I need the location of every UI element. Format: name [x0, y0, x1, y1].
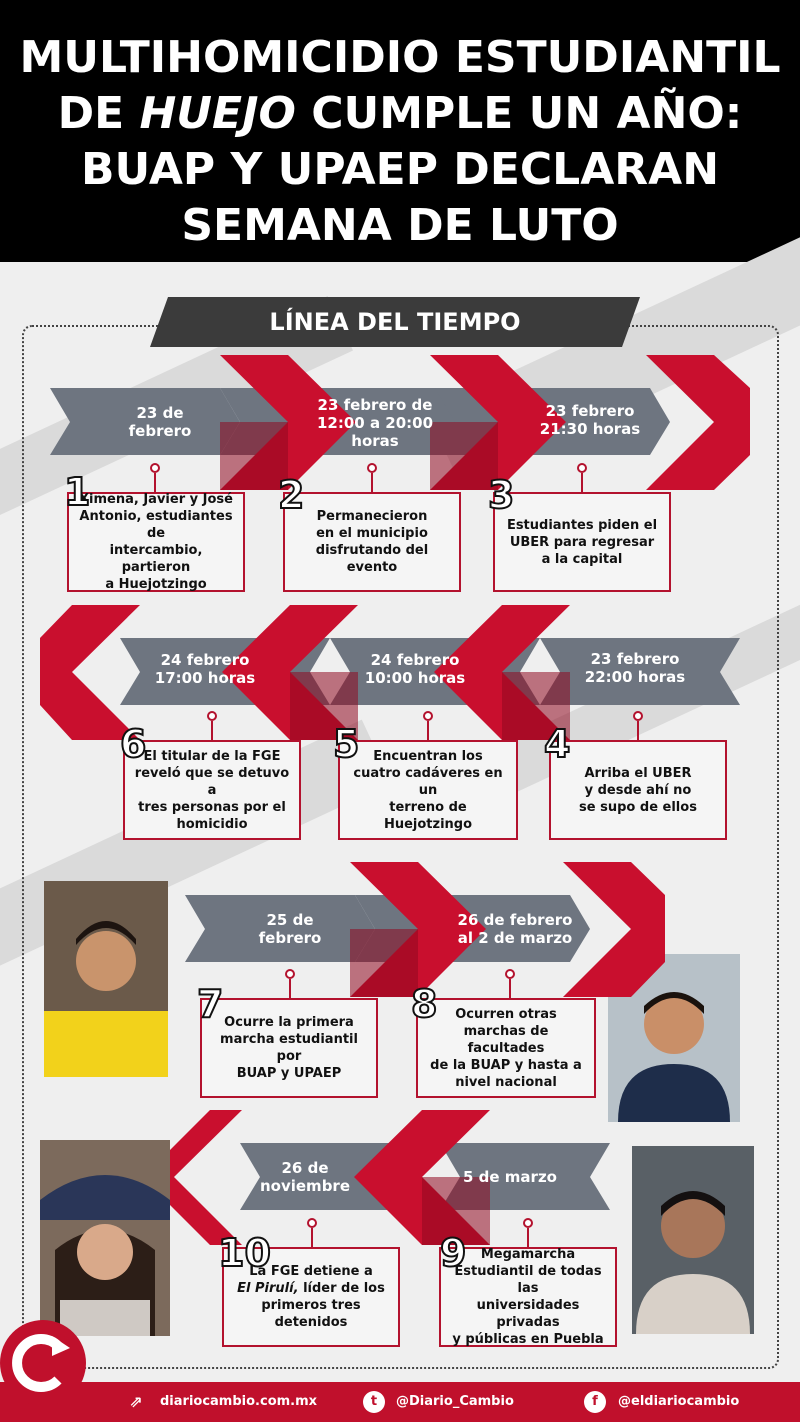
- event-6-card: El titular de la FGE reveló que se detuvo a tres personas por el homicidio: [123, 740, 301, 840]
- student-photo-1: [44, 881, 168, 1077]
- event-9-date: 5 de marzo: [463, 1168, 557, 1186]
- event-6-number: 6: [120, 722, 147, 766]
- event-3-card: Estudiantes piden el UBER para regresar a la capital: [493, 492, 671, 592]
- event-1-number: 1: [64, 470, 91, 514]
- event-2-date: 23 febrero de 12:00 a 20:00 horas: [316, 396, 434, 450]
- headline: MULTIHOMICIDIO ESTUDIANTIL DE HUEJO CUMPLE UN AÑO: BUAP Y UPAEP DECLARAN SEMANA DE LUTO: [19, 32, 781, 251]
- event-4-card: Arriba el UBER y desde ahí no se supo de ellos: [549, 740, 727, 840]
- event-5-number: 5: [333, 722, 360, 766]
- event-9-card: Megamarcha Estudiantil de todas las universidades privadas y públicas en Puebla: [439, 1247, 617, 1347]
- event-1-date: 23 de febrero: [128, 404, 192, 440]
- event-1-card: Ximena, Javier y José Antonio, estudiantes de intercambio, partieron a Huejotzingo: [67, 492, 245, 592]
- event-10-number: 10: [218, 1231, 271, 1275]
- event-9-number: 9: [440, 1231, 467, 1275]
- twitter-link[interactable]: @Diario_Cambio: [396, 1394, 514, 1409]
- event-4-date: 23 febrero 22:00 horas: [584, 650, 686, 686]
- event-8-number: 8: [411, 982, 438, 1026]
- event-7-date: 25 de febrero: [258, 911, 322, 947]
- event-2-card: Permanecieron en el municipio disfrutando del evento: [283, 492, 461, 592]
- event-10-date: 26 de noviembre: [259, 1159, 350, 1195]
- event-10-card: La FGE detiene a El Pirulí, líder de los primeros tres detenidos: [222, 1247, 400, 1347]
- event-5-date: 24 febrero 10:00 horas: [364, 651, 466, 687]
- website-link[interactable]: diariocambio.com.mx: [160, 1394, 318, 1409]
- facebook-link[interactable]: @eldiariocambio: [618, 1394, 740, 1409]
- diario-cambio-logo: [0, 1320, 86, 1406]
- event-8-date: 26 de febrero al 2 de marzo: [457, 911, 573, 947]
- event-6-date: 24 febrero 17:00 horas: [154, 651, 256, 687]
- event-3-number: 3: [488, 473, 515, 517]
- header: [0, 0, 800, 272]
- event-7-number: 7: [197, 982, 224, 1026]
- chevron-icon: [170, 1110, 242, 1245]
- chevron-icon: [40, 605, 140, 740]
- event-7-card: Ocurre la primera marcha estudiantil por BUAP y UPAEP: [200, 998, 378, 1098]
- timeline-title: LÍNEA DEL TIEMPO: [150, 297, 640, 347]
- event-2-number: 2: [278, 473, 305, 517]
- event-3-date: 23 febrero 21:30 horas: [539, 402, 641, 438]
- event-8-card: Ocurren otras marchas de facultades de la BUAP y hasta a nivel nacional: [416, 998, 596, 1098]
- twitter-icon: t: [363, 1391, 385, 1413]
- cursor-click-icon: ⇗: [129, 1392, 143, 1411]
- event-4-number: 4: [544, 722, 571, 766]
- event-5-card: Encuentran los cuatro cadáveres en un terreno de Huejotzingo: [338, 740, 518, 840]
- student-photo-3: [40, 1140, 170, 1336]
- facebook-icon: f: [584, 1391, 606, 1413]
- student-photo-4: [632, 1146, 754, 1334]
